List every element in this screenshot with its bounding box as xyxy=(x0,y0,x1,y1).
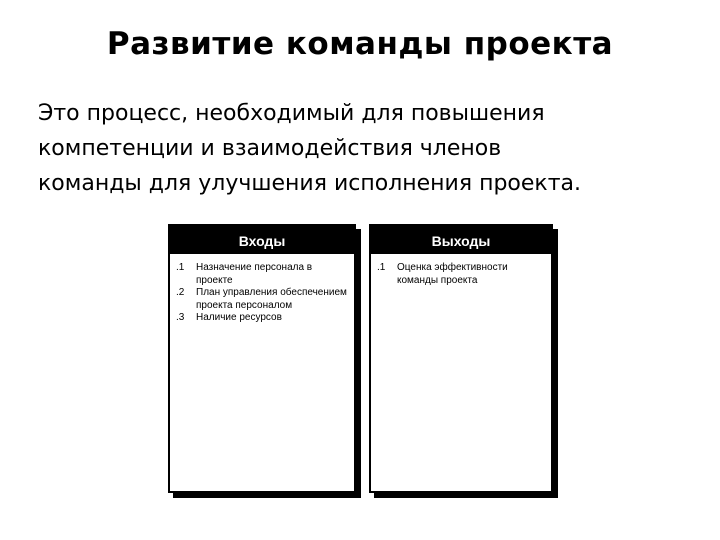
inputs-panel xyxy=(168,224,356,493)
description-line: команды для улучшения исполнения проекта. xyxy=(38,171,582,196)
item-number: .3 xyxy=(176,312,185,323)
slide-title: Развитие команды проекта xyxy=(106,26,614,62)
item-number: .2 xyxy=(176,287,185,298)
outputs-panel xyxy=(369,224,553,493)
outputs-list xyxy=(371,262,551,287)
item-text: Оценка эффективности команды проекта xyxy=(397,262,508,286)
inputs-list xyxy=(170,262,354,325)
description-line: Это процесс, необходимый для повышения xyxy=(38,101,545,126)
list-item xyxy=(176,262,350,287)
list-item xyxy=(377,262,547,287)
description-line: компетенции и взаимодействия членов xyxy=(38,136,502,161)
list-item xyxy=(176,312,350,325)
list-item xyxy=(176,287,350,312)
item-text: Назначение персонала в проекте xyxy=(196,262,313,286)
inputs-panel-header: Входы xyxy=(170,226,354,254)
outputs-panel-header: Выходы xyxy=(371,226,551,254)
description-text xyxy=(38,96,708,201)
item-text: План управления обеспечением проекта персоналом xyxy=(196,287,347,311)
item-text: Наличие ресурсов xyxy=(196,312,282,323)
item-number: .1 xyxy=(377,262,386,273)
item-number: .1 xyxy=(176,262,185,273)
